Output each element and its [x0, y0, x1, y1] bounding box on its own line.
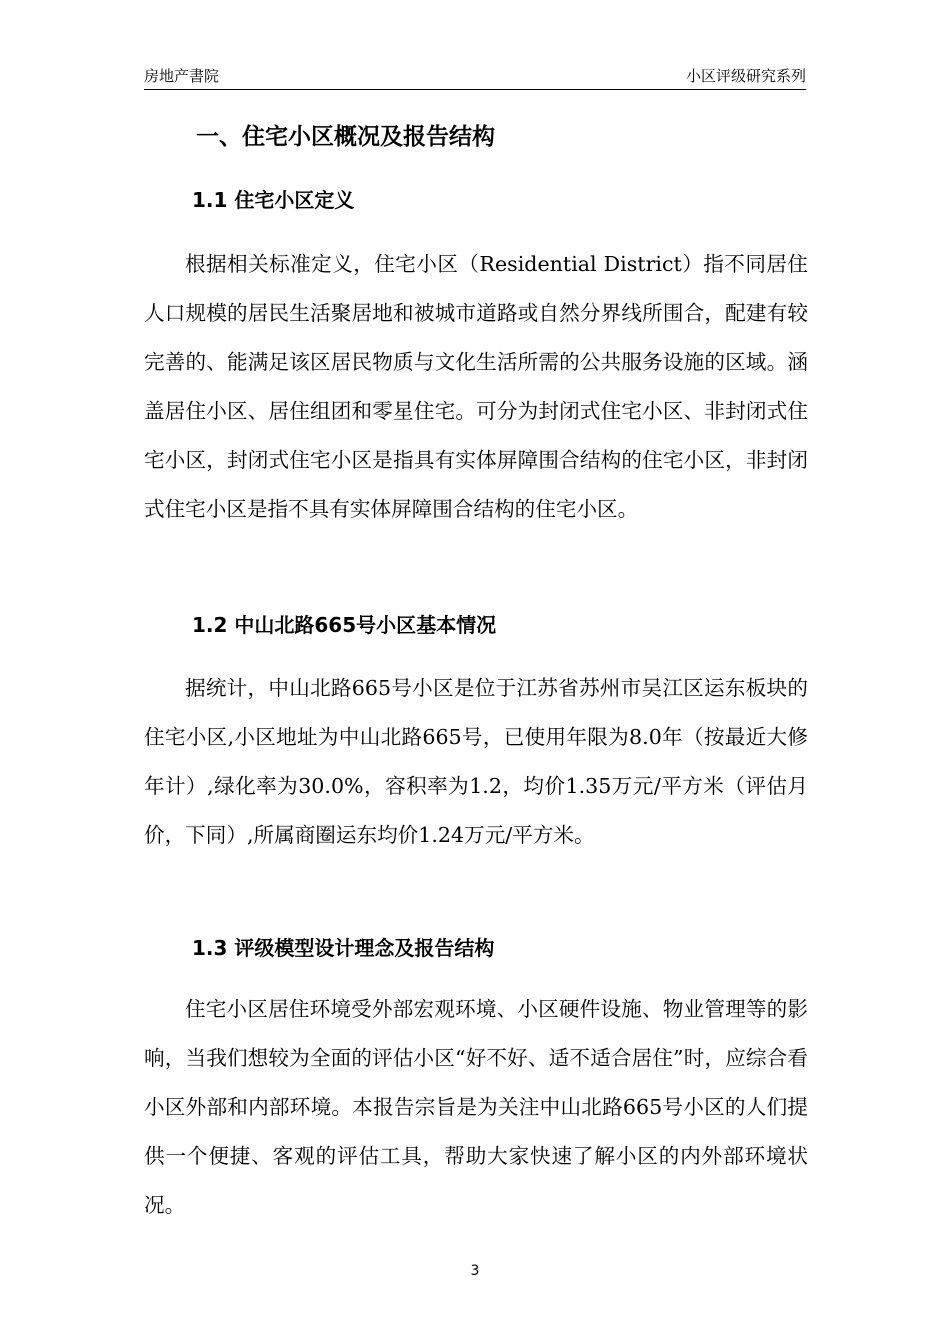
- section-heading-1-3: 1.3 评级模型设计理念及报告结构: [192, 936, 495, 960]
- header-left-text: 房地产書院: [144, 67, 220, 85]
- section-paragraph-1-1: 根据相关标准定义，住宅小区（Residential District）指不同居住人口规模的居民生活聚居地和被城市道路或自然分界线所围合，配建有较完善的、能满足该区居民物质与文化生活所需的公共服务设施的区域。涵盖居住小区、居住组团和零星住宅。可分为封闭式住宅小区、非封闭式住宅小区，封闭式住宅小区是指具有实体屏障围合结构的住宅小区，非封闭式住宅小区是指不具有实体屏障围合结构的住宅小区。: [144, 252, 808, 521]
- section-heading-1-1: 1.1 住宅小区定义: [192, 188, 355, 212]
- section-paragraph-1-2: 据统计，中山北路665号小区是位于江苏省苏州市吴江区运东板块的住宅小区,小区地址为中山北路665号，已使用年限为8.0年（按最近大修年计）,绿化率为30.0%，容积率为1.2，均价1.35万元/平方米（评估月价，下同）,所属商圈运东均价1.24万元/平方米。: [144, 676, 808, 847]
- header-right-text: 小区评级研究系列: [685, 67, 806, 85]
- section-heading-1-2: 1.2 中山北路665号小区基本情况: [192, 613, 497, 637]
- main-title: 一、住宅小区概况及报告结构: [196, 124, 495, 150]
- header-divider: [144, 89, 806, 90]
- page-number: 3: [470, 1263, 480, 1279]
- section-paragraph-1-3: 住宅小区居住环境受外部宏观环境、小区硬件设施、物业管理等的影响，当我们想较为全面的评估小区“好不好、适不适合居住”时，应综合看小区外部和内部环境。本报告宗旨是为关注中山北路665号小区的人们提供一个便捷、客观的评估工具，帮助大家快速了解小区的内外部环境状况。: [144, 997, 808, 1217]
